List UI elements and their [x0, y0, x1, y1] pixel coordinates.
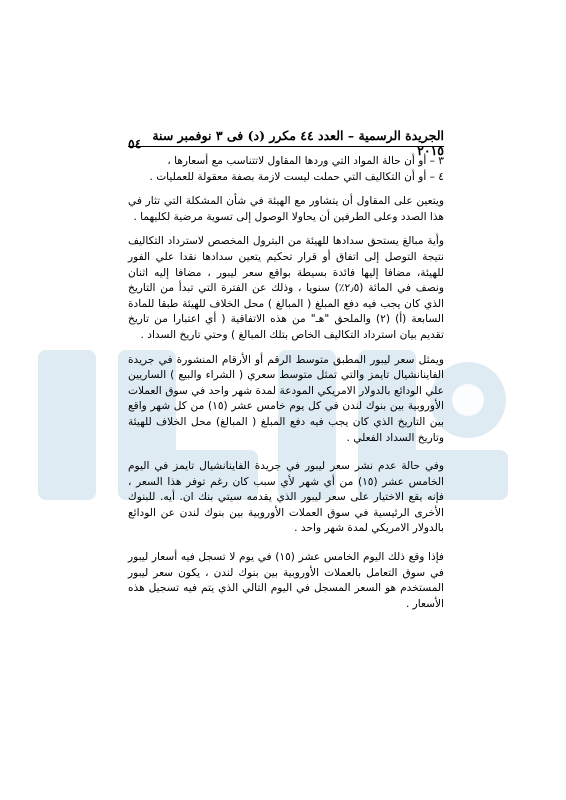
- publication-line: الجريدة الرسمية – العدد ٤٤ مكرر (د) فى ٣ نوفمبر سنة ٢٠١٥: [152, 128, 444, 158]
- condition-item-3: ٣ – أو أن حالة المواد التي وردها المقاول لاتتناسب مع أسعارها ،: [167, 155, 444, 167]
- page-number: ٥٤: [128, 135, 142, 151]
- header-divider: [128, 146, 444, 147]
- interest-paragraph: وأية مبالغ يستحق سدادها للهيئة من البترول المخصص لاسترداد التكاليف نتيجة التوصل إلى اتفاق أو قرار تحكيم يتعين سدادها نقدا علي الفور للهيئة، مضافا إليها فائدة بسيطة بواقع سعر ليبور ، مضافا إليه اثنان ونصف في المائة (٢٫٥٪) سنويا ، وذلك عن الفترة التي تبدأ من التاريخ الذي كان يجب فيه دفع المبلغ ( المبالغ ) محل الخلاف للهيئة طبقا للمادة السابعة (أ) (٢) والملحق "هـ" من هذه الاتفاقية ( أي اعتبارا من تاريخ تقديم بيان استرداد التكاليف الخاص بتلك المبالغ ) وحتي تاريخ السداد .: [128, 235, 444, 341]
- condition-item-4: ٤ – أو أن التكاليف التي حملت ليست لازمة بصفة معقولة للعمليات .: [149, 170, 444, 183]
- libor-definition-paragraph: ويمثل سعر ليبور المطبق متوسط الرقم أو الأرقام المنشورة في جريدة الفاينانشيال تايمز والتي تمثل متوسط سعري ( الشراء والبيع ) الساريين علي الودائع بالدولار الامريكي المودعة لمدة شهر واحد في سوق العملات الأوروبية بين بنوك لندن في كل يوم خامس عشر (١٥) من كل شهر واقع بين التاريخ الذي كان يجب فيه دفع المبلغ ( المبالغ) محل الخلاف للهيئة وتاريخ السداد الفعلي .: [128, 353, 444, 444]
- consultation-paragraph: ويتعين على المقاول أن يتشاور مع الهيئة في شأن المشكلة التي تثار في هذا الصدد وعلى الطرفين أن يحاولا الوصول إلى تسوية مرضية لكليهما .: [128, 195, 444, 223]
- article-body: [128, 154, 444, 621]
- libor-fallback-paragraph: وفي حالة عدم نشر سعر ليبور في جريدة الفاينانشيال تايمز في اليوم الخامس عشر (١٥) من أي شهر لأي سبب كان رغم توفر هذا السعر ، فإنه يقع الاختيار على سعر ليبور الذي يقدمه سيتي بنك ان. أيه. للبنوك الأخرى الرئيسية في سوق العملات الأوروبية بين بنوك لندن عن الودائع بالدولار الامريكي لمدة شهر واحد .: [128, 460, 444, 535]
- libor-holiday-paragraph: فإذا وقع ذلك اليوم الخامس عشر (١٥) في يوم لا تسجل فيه أسعار ليبور في سوق التعامل بالعملات الأوروبية بين بنوك لندن ، يكون سعر ليبور المستخدم هو السعر المسجل في اليوم التالي الذي يتم فيه تسجيل هذه الأسعار .: [128, 551, 445, 610]
